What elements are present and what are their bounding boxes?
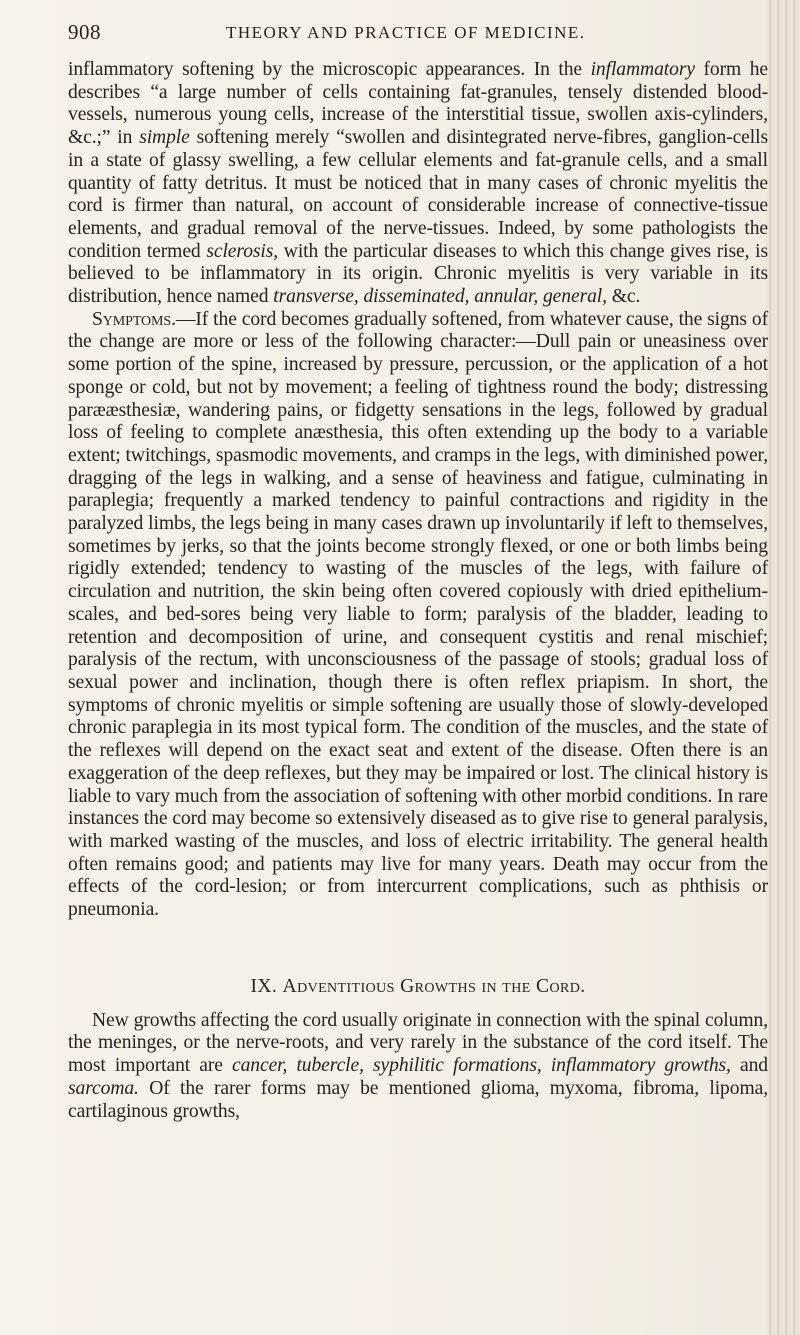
italic-term: sclerosis, [206,240,279,262]
page-edge [766,0,800,1335]
text-run: form he describes “a large number of cells containing fat-granules, tensely distended blood-vessels, numerous young cells, increase of the interstitial tissue, swollen axis-cylinders, &c.;” in [68,59,768,149]
italic-term: simple [139,127,190,149]
text-run: inflammatory softening by the microscopic appearances. In the [68,59,591,80]
paragraph-new-growths [68,1010,768,1124]
text-run: softening merely “swollen and disintegrated nerve-fibres, ganglion-cells in a state of glassy swelling, a few cellular elements and fat-granule cells, and a small quantity of fatty detritus. It must be noticed that in many cases of chronic myelitis the cord is firmer than natural, on account of considerable increase of connective-tissue elements, and gradual removal of the nerve-tissues. Indeed, by some pathologists the condition termed [68,127,768,262]
italic-term: inflammatory [590,59,695,80]
symptoms-label: Symptoms. [92,308,176,330]
text-run: —If the cord becomes gradually softened, from whatever cause, the signs of the change are more or less of the following character:—Dull pain or uneasiness over some portion of the spine, increased by pressure, percussion, or the application of a hot sponge or cold, but not by movement; a feeling of tightness round the body; distressing parææsthesiæ, wandering pains, or fidgetty sensations in the legs, followed by gradual loss of feeling to complete anæsthesia, this often extending up the body to a variable extent; twitchings, spasmodic movements, and cramps in the legs, with diminished power, dragging of the legs in walking, and a sense of heaviness and fatigue, culminating in paraplegia; frequently a marked tendency to painful contractions and rigidity in the paralyzed limbs, the legs being in many cases drawn up involuntarily if left to themselves, sometimes by jerks, so that the joints become strongly flexed, or one or both limbs being rigidly extended; tendency to wasting of the muscles of the legs, with failure of circulation and nutrition, the skin being often covered copiously with dried epithelium-scales, and bed-sores being very liable to form; paralysis of the bladder, leading to retention and decomposition of urine, and consequent cystitis and renal mischief; paralysis of the rectum, with unconsciousness of the passage of stools; gradual loss of sexual power and inclination, though there is often reflex priapism. In short, the symptoms of chronic myelitis or simple softening are usually those of slowly-developed chronic paraplegia in its most typical form. The condition of the muscles, and the state of the reflexes will depend on the exact seat and extent of the disease. Often there is an exaggeration of the deep reflexes, but they may be impaired or lost. The clinical history is liable to vary much from the association of softening with other morbid conditions. In rare instances the cord may become so extensively diseased as to give rise to general paralysis, with marked wasting of the muscles, and loss of electric irritability. The general health often remains good; and patients may live for many years. Death may occur from the effects of the cord-lesion; or from intercurrent complications, such as phthisis or pneumonia. [68,308,768,921]
text-run: with the particular diseases to which this change gives rise, is believed to be inflammatory in its origin. Chronic myelitis is very variable in its distribution, hence named [68,240,768,308]
page-number: 908 [68,20,101,44]
body-text [68,59,768,1123]
running-title: THEORY AND PRACTICE OF MEDICINE. [226,23,586,42]
text-run: &c. [606,286,641,308]
paragraph-symptoms [68,309,768,922]
text-run: Of the rarer forms may be mentioned glioma, myxoma, fibroma, lipoma, cartilaginous growths, [68,1077,768,1122]
section-heading [68,976,768,998]
section-number: IX. [250,975,283,997]
text-run: and [730,1055,768,1077]
italic-term: cancer, tubercle, syphilitic formations, inflammatory growths, [231,1055,731,1077]
page-header [68,20,748,50]
text-run: New growths affecting the cord usually originate in connection with the spinal column, the meninges, or the nerve-roots, and very rarely in the substance of the cord itself. The most important are [68,1009,768,1077]
section-title: Adventitious Growths in the Cord. [282,975,586,997]
italic-term: transverse, disseminated, annular, general, [273,286,607,308]
paragraph-inflammatory-softening [68,59,768,309]
italic-term: sarcoma. [68,1077,139,1099]
